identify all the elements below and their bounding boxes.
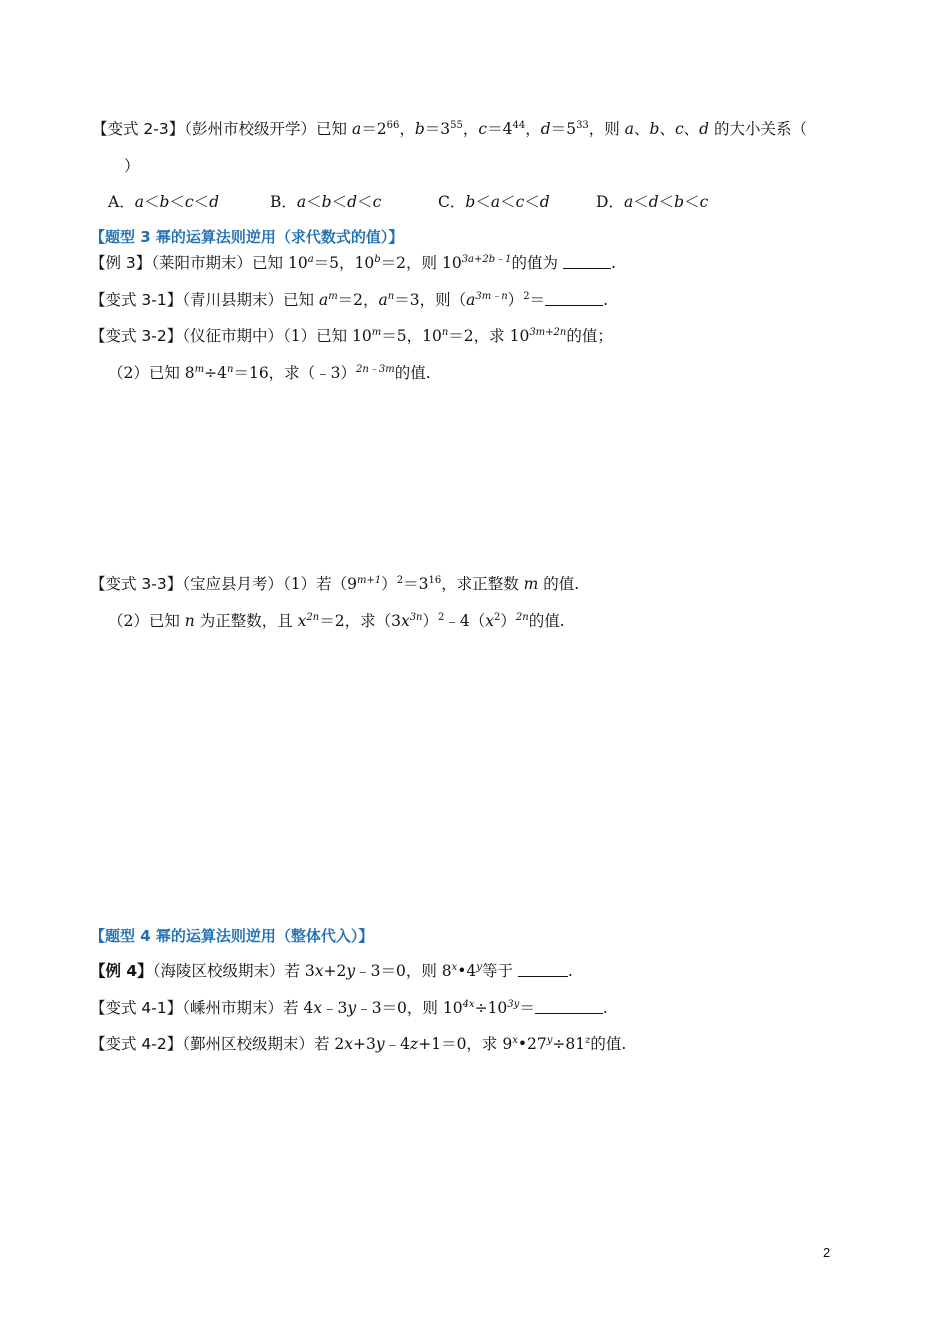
question-3-2-part2: （2）已知 $8^m\div 4^n=16$，求（﹣3）$^{2n﹣3m}$的值. <box>108 364 431 382</box>
answer-blank[interactable] <box>545 290 603 306</box>
section-heading-3: 【题型 3 幂的运算法则逆用（求代数式的值）】 <box>90 228 404 246</box>
page-number: 2 <box>823 1245 831 1260</box>
option-b[interactable]: B．a＜b＜d＜c <box>270 193 382 211</box>
question-3-3: 【变式 3-3】（宝应县月考）（1）若$(9^{m+1})^2=3^{16}$，求正整数 m 的值. <box>90 575 580 593</box>
example-3: 【例 3】（莱阳市期末）已知 $10^a=5$，$10^b=2$，则 $10^{3a+2b﹣1}$的值为 . <box>90 254 616 272</box>
example-4: 【例 4】（海陵区校级期末）若 3x+2y﹣3＝0，则 8$^x$•4$^y$等于 . <box>90 962 573 980</box>
option-a[interactable]: A．a＜b＜c＜d <box>108 193 220 211</box>
question-4-2: 【变式 4-2】（鄞州区校级期末）若 2x+3y﹣4z+1＝0，求 $9^x•27^y\div 81^z$的值. <box>90 1035 627 1053</box>
option-d[interactable]: D．a＜d＜b＜c <box>596 193 709 211</box>
question-3-3-part2: （2）已知 n 为正整数，且 $x^{2n}=2$，求$(3x^{3n})^2﹣4(x^2)^{2n}$的值. <box>108 612 565 630</box>
answer-blank[interactable] <box>535 998 603 1014</box>
question-2-3: 【变式 2-3】（彭州市校级开学）已知 $a=2^{66}$，$b=3^{55}$，$c=4^{44}$，$d=5^{33}$，则 a、b、c、d 的大小关系（ <box>92 120 808 138</box>
question-2-3-paren: ） <box>124 157 140 175</box>
question-3-1: 【变式 3-1】（青川县期末）已知 $a^m=2$，$a^n=3$，则$(a^{3m﹣n})^2=$ . <box>90 291 609 309</box>
question-2-3-options <box>108 192 708 212</box>
option-c[interactable]: C．b＜a＜c＜d <box>438 193 550 211</box>
section-heading-4: 【题型 4 幂的运算法则逆用（整体代入）】 <box>90 927 374 945</box>
question-4-1: 【变式 4-1】（嵊州市期末）若 4x﹣3y﹣3＝0，则 $10^{4x}\div 10^{3y}=$ . <box>90 999 608 1017</box>
answer-blank[interactable] <box>563 253 611 269</box>
answer-blank[interactable] <box>518 961 568 977</box>
question-label: 【变式 2-3】 <box>92 120 185 138</box>
question-3-2: 【变式 3-2】（仪征市期中）（1）已知 $10^m=5$，$10^n=2$，求 $10^{3m+2n}$的值； <box>90 327 613 345</box>
